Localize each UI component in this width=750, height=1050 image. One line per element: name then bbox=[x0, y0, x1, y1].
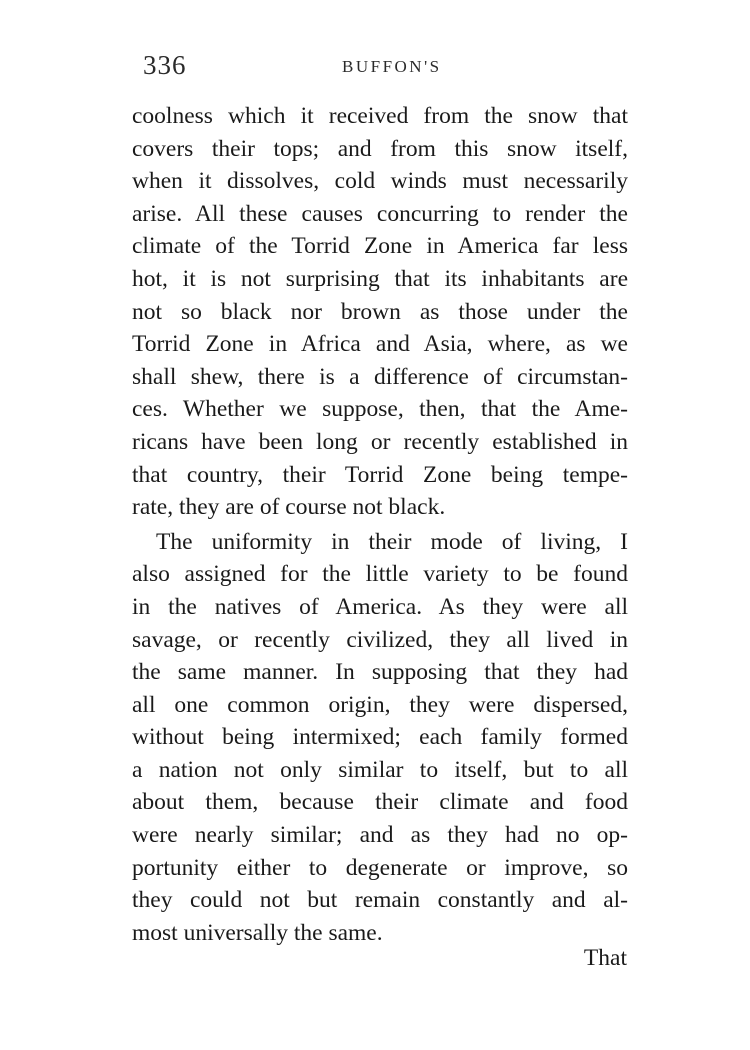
text-line: about them, because their climate and food bbox=[132, 789, 628, 816]
text-line: all one common origin, they were dispersed, bbox=[132, 691, 628, 718]
text-line: without being intermixed; each family formed bbox=[132, 724, 628, 751]
text-line: not so black nor brown as those under the bbox=[132, 298, 628, 325]
text-line: covers their tops; and from this snow itself, bbox=[132, 135, 628, 162]
text-line: rate, they are of course not black. bbox=[132, 494, 446, 521]
body-text bbox=[132, 100, 628, 949]
page-number: 336 bbox=[143, 50, 187, 80]
text-line: arise. All these causes concurring to render the bbox=[132, 200, 628, 227]
text-line: savage, or recently civilized, they all lived in bbox=[132, 626, 628, 653]
text-line: portunity either to degenerate or improve, so bbox=[132, 854, 628, 881]
text-line: hot, it is not surprising that its inhabitants are bbox=[132, 265, 628, 292]
paragraph-1 bbox=[132, 100, 628, 524]
text-line: the same manner. In supposing that they had bbox=[132, 659, 628, 686]
text-line: that country, their Torrid Zone being tempe- bbox=[132, 461, 628, 488]
text-line: they could not but remain constantly and al- bbox=[132, 887, 628, 914]
text-line: shall shew, there is a difference of circumstan- bbox=[132, 363, 628, 390]
text-line: in the natives of America. As they were all bbox=[132, 593, 628, 620]
paragraph-2 bbox=[132, 526, 628, 950]
text-line: also assigned for the little variety to be found bbox=[132, 561, 628, 588]
text-line: climate of the Torrid Zone in America far less bbox=[132, 233, 628, 260]
text-line: a nation not only similar to itself, but to all bbox=[132, 756, 628, 783]
text-line: were nearly similar; and as they had no op- bbox=[132, 822, 628, 849]
text-line: coolness which it received from the snow that bbox=[132, 103, 628, 129]
text-line: most universally the same. bbox=[132, 919, 383, 946]
text-line: when it dissolves, cold winds must necessarily bbox=[132, 168, 628, 195]
running-head: BUFFON'S bbox=[342, 57, 442, 76]
text-line: Torrid Zone in Africa and Asia, where, as we bbox=[132, 331, 628, 358]
text-line: ces. Whether we suppose, then, that the Ame- bbox=[132, 396, 628, 423]
text-line: ricans have been long or recently established in bbox=[132, 428, 628, 455]
text-line: The uniformity in their mode of living, I bbox=[156, 528, 628, 555]
catchword: That bbox=[583, 945, 627, 971]
